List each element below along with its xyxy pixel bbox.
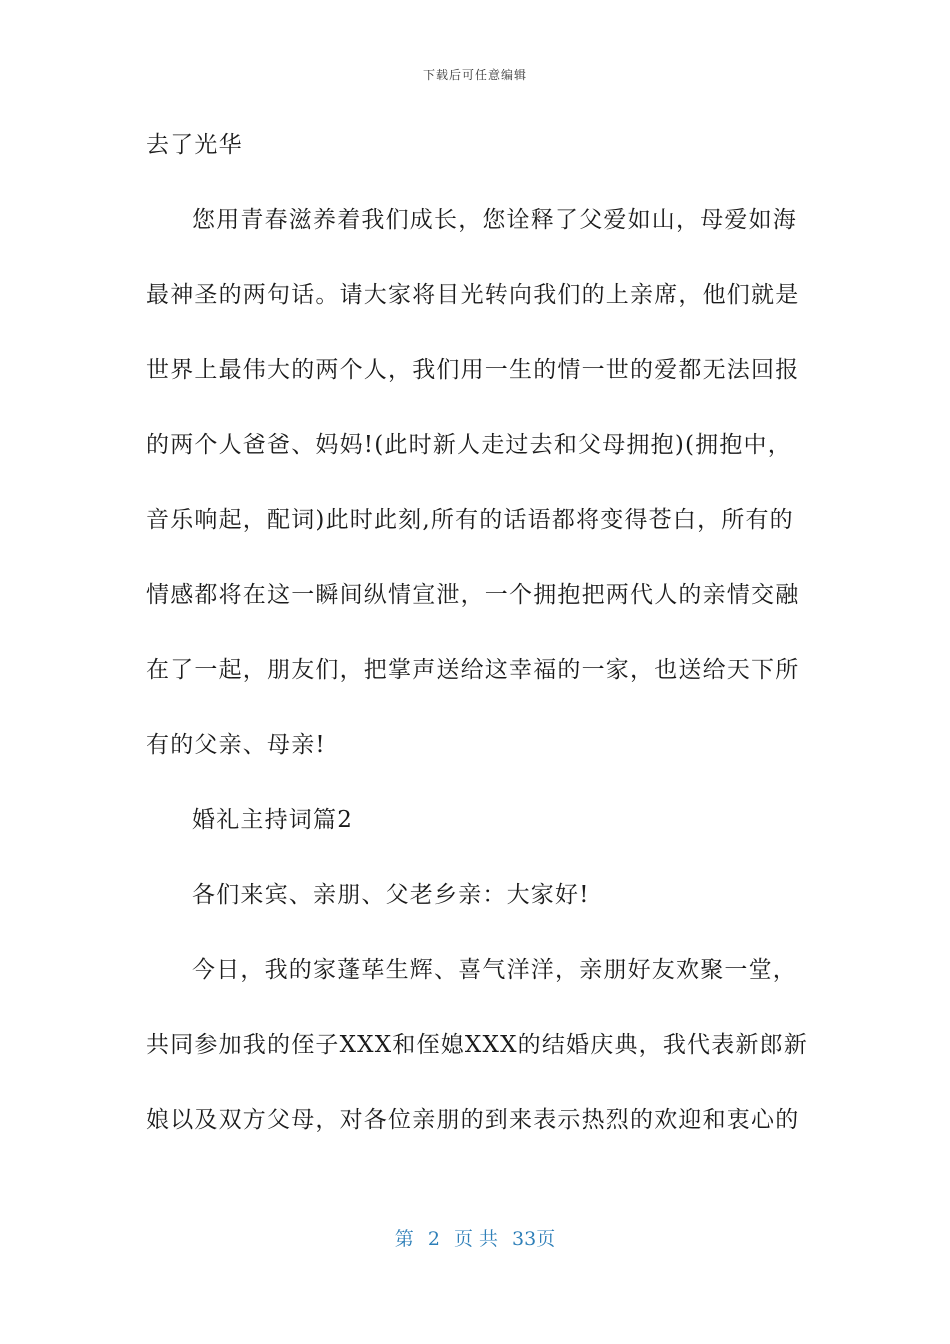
paragraph-line: 各们来宾、亲朋、父老乡亲：大家好! — [192, 882, 590, 908]
paragraph-line: 音乐响起，配词)此时此刻,所有的话语都将变得苍白，所有的 — [146, 507, 794, 533]
paragraph-line: 共同参加我的侄子XXX和侄媳XXX的结婚庆典，我代表新郎新 — [146, 1032, 809, 1058]
current-page: 2 — [427, 1228, 440, 1250]
paragraph-line: 去了光华 — [146, 132, 243, 158]
page-header: 下载后可任意编辑 — [422, 68, 527, 82]
paragraph-line: 有的父亲、母亲! — [146, 732, 326, 758]
total-pages: 33页 — [512, 1228, 556, 1250]
paragraph-line: 在了一起，朋友们，把掌声送给这幸福的一家，也送给天下所 — [146, 657, 800, 683]
paragraph-line: 您用青春滋养着我们成长，您诠释了父爱如山，母爱如海 — [192, 207, 797, 233]
paragraph-line: 的两个人爸爸、妈妈!(此时新人走过去和父母拥抱)(拥抱中， — [146, 432, 792, 458]
paragraph-line: 世界上最伟大的两个人，我们用一生的情一世的爱都无法回报 — [146, 357, 800, 383]
paragraph-line: 情感都将在这一瞬间纵情宣泄，一个拥抱把两代人的亲情交融 — [146, 582, 800, 608]
paragraph-line: 娘以及双方父母，对各位亲朋的到来表示热烈的欢迎和衷心的 — [146, 1107, 800, 1133]
paragraph-line: 今日，我的家蓬荜生辉、喜气洋洋，亲朋好友欢聚一堂， — [192, 957, 797, 983]
document-body — [146, 122, 809, 1172]
page-number — [0, 1224, 950, 1251]
paragraph-line: 最神圣的两句话。请大家将目光转向我们的上亲席，他们就是 — [146, 282, 800, 308]
section-heading: 婚礼主持词篇2 — [192, 807, 354, 833]
page-prefix: 第 — [394, 1228, 414, 1250]
page-middle: 页 共 — [453, 1228, 498, 1250]
